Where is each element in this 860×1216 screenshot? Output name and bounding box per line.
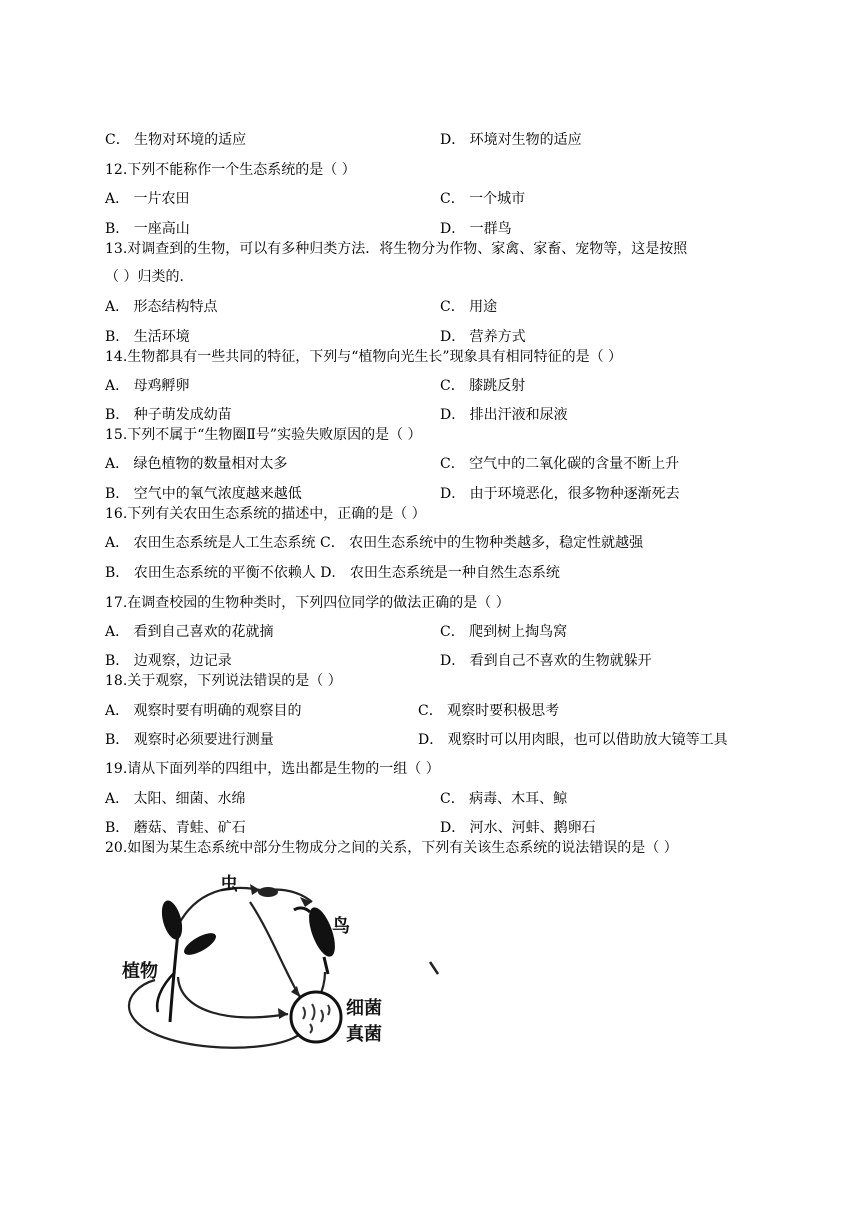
text-line-q13b: （ ）归类的． bbox=[105, 269, 194, 285]
text-line-q20: 20.如图为某生态系统中部分生物成分之间的关系，下列有关该生态系统的说法错误的是（ ） bbox=[105, 840, 678, 856]
text-line-q14a: A． 母鸡孵卵 bbox=[105, 378, 190, 394]
text-line-q16: 16.下列有关农田生态系统的描述中，正确的是（ ） bbox=[105, 506, 426, 522]
figure-label-fungi: 真菌 bbox=[346, 1024, 382, 1045]
text-line-q11d: D． 环境对生物的适应 bbox=[440, 132, 582, 148]
text-line-q17b: B． 边观察，边记录 bbox=[105, 653, 232, 669]
text-line-q15d: D． 由于环境恶化，很多物种逐渐死去 bbox=[440, 486, 680, 502]
figure-label-plant: 植物 bbox=[122, 961, 158, 982]
figure-label-insect: 虫 bbox=[220, 874, 238, 895]
decomposer-illustration bbox=[291, 992, 341, 1042]
text-line-q15a: A． 绿色植物的数量相对太多 bbox=[105, 456, 288, 472]
text-line-q17d: D． 看到自己不喜欢的生物就躲开 bbox=[440, 653, 652, 669]
text-line-q19: 19.请从下面列举的四组中，选出都是生物的一组（ ） bbox=[105, 761, 440, 777]
arrow-plant-to-insect bbox=[175, 888, 260, 932]
plant-illustration bbox=[157, 898, 219, 1022]
text-line-q12b: B． 一座高山 bbox=[105, 221, 190, 237]
text-line-q13bb: B． 生活环境 bbox=[105, 329, 190, 345]
text-line-q14c: C． 膝跳反射 bbox=[440, 378, 526, 394]
arrow-plant-to-decomposer bbox=[178, 977, 288, 1017]
text-line-q17c: C． 爬到树上掏鸟窝 bbox=[440, 624, 568, 640]
text-line-q18d: D． 观察时可以用肉眼，也可以借助放大镜等工具 bbox=[418, 732, 728, 748]
text-line-q15c: C． 空气中的二氧化碳的含量不断上升 bbox=[440, 456, 680, 472]
text-line-q18b: B． 观察时必须要进行测量 bbox=[105, 732, 274, 748]
arrow-insect-to-decomposer bbox=[250, 902, 300, 997]
text-line-q13c: C． 用途 bbox=[440, 299, 498, 315]
text-line-q19a: A． 太阳、细菌、水绵 bbox=[105, 791, 246, 807]
text-line-q17a: A． 看到自己喜欢的花就摘 bbox=[105, 624, 274, 640]
text-line-q14b: B． 种子萌发成幼苗 bbox=[105, 407, 232, 423]
text-line-q19d: D． 河水、河蚌、鹅卵石 bbox=[440, 820, 596, 836]
text-line-q11c: C． 生物对环境的适应 bbox=[105, 132, 247, 148]
text-line-q13d: D． 营养方式 bbox=[440, 329, 526, 345]
figure-label-bird: 鸟 bbox=[332, 916, 350, 937]
text-line-q12c: C． 一个城市 bbox=[440, 191, 526, 207]
text-line-q15b: B． 空气中的氧气浓度越来越低 bbox=[105, 486, 302, 502]
text-line-q13a: A． 形态结构特点 bbox=[105, 299, 218, 315]
text-line-q15: 15.下列不属于“生物圈Ⅱ号”实验失败原因的是（ ） bbox=[105, 427, 422, 443]
text-line-q12: 12.下列不能称作一个生态系统的是（ ） bbox=[105, 162, 356, 178]
text-line-q16bd: B． 农田生态系统的平衡不依赖人 D． 农田生态系统是一种自然生态系统 bbox=[105, 565, 560, 581]
text-line-q13: 13.对调查到的生物，可以有多种归类方法．将生物分为作物、家禽、家畜、宠物等，这是按照 bbox=[105, 241, 688, 257]
text-line-q19b: B． 蘑菇、青蛙、矿石 bbox=[105, 820, 246, 836]
text-line-q14: 14.生物都具有一些共同的特征，下列与“植物向光生长”现象具有相同特征的是（ ） bbox=[105, 349, 623, 365]
text-line-q18a: A． 观察时要有明确的观察目的 bbox=[105, 703, 302, 719]
bird-illustration bbox=[294, 904, 340, 974]
text-line-q12d: D． 一群鸟 bbox=[440, 221, 512, 237]
text-line-q17: 17.在调查校园的生物种类时，下列四位同学的做法正确的是（ ） bbox=[105, 595, 510, 611]
text-line-q18c: C． 观察时要积极思考 bbox=[418, 703, 560, 719]
insect-illustration bbox=[258, 887, 278, 897]
ecosystem-diagram bbox=[100, 862, 450, 1062]
text-line-q14d: D． 排出汗液和尿液 bbox=[440, 407, 568, 423]
figure-label-bacteria: 细菌 bbox=[346, 998, 382, 1019]
text-line-q19c: C． 病毒、木耳、鲸 bbox=[440, 791, 568, 807]
text-line-q16ac: A． 农田生态系统是人工生态系统 C． 农田生态系统中的生物种类越多，稳定性就越强 bbox=[105, 535, 644, 551]
text-line-q18: 18.关于观察，下列说法错误的是（ ） bbox=[105, 673, 342, 689]
text-line-q12a: A． 一片农田 bbox=[105, 191, 190, 207]
